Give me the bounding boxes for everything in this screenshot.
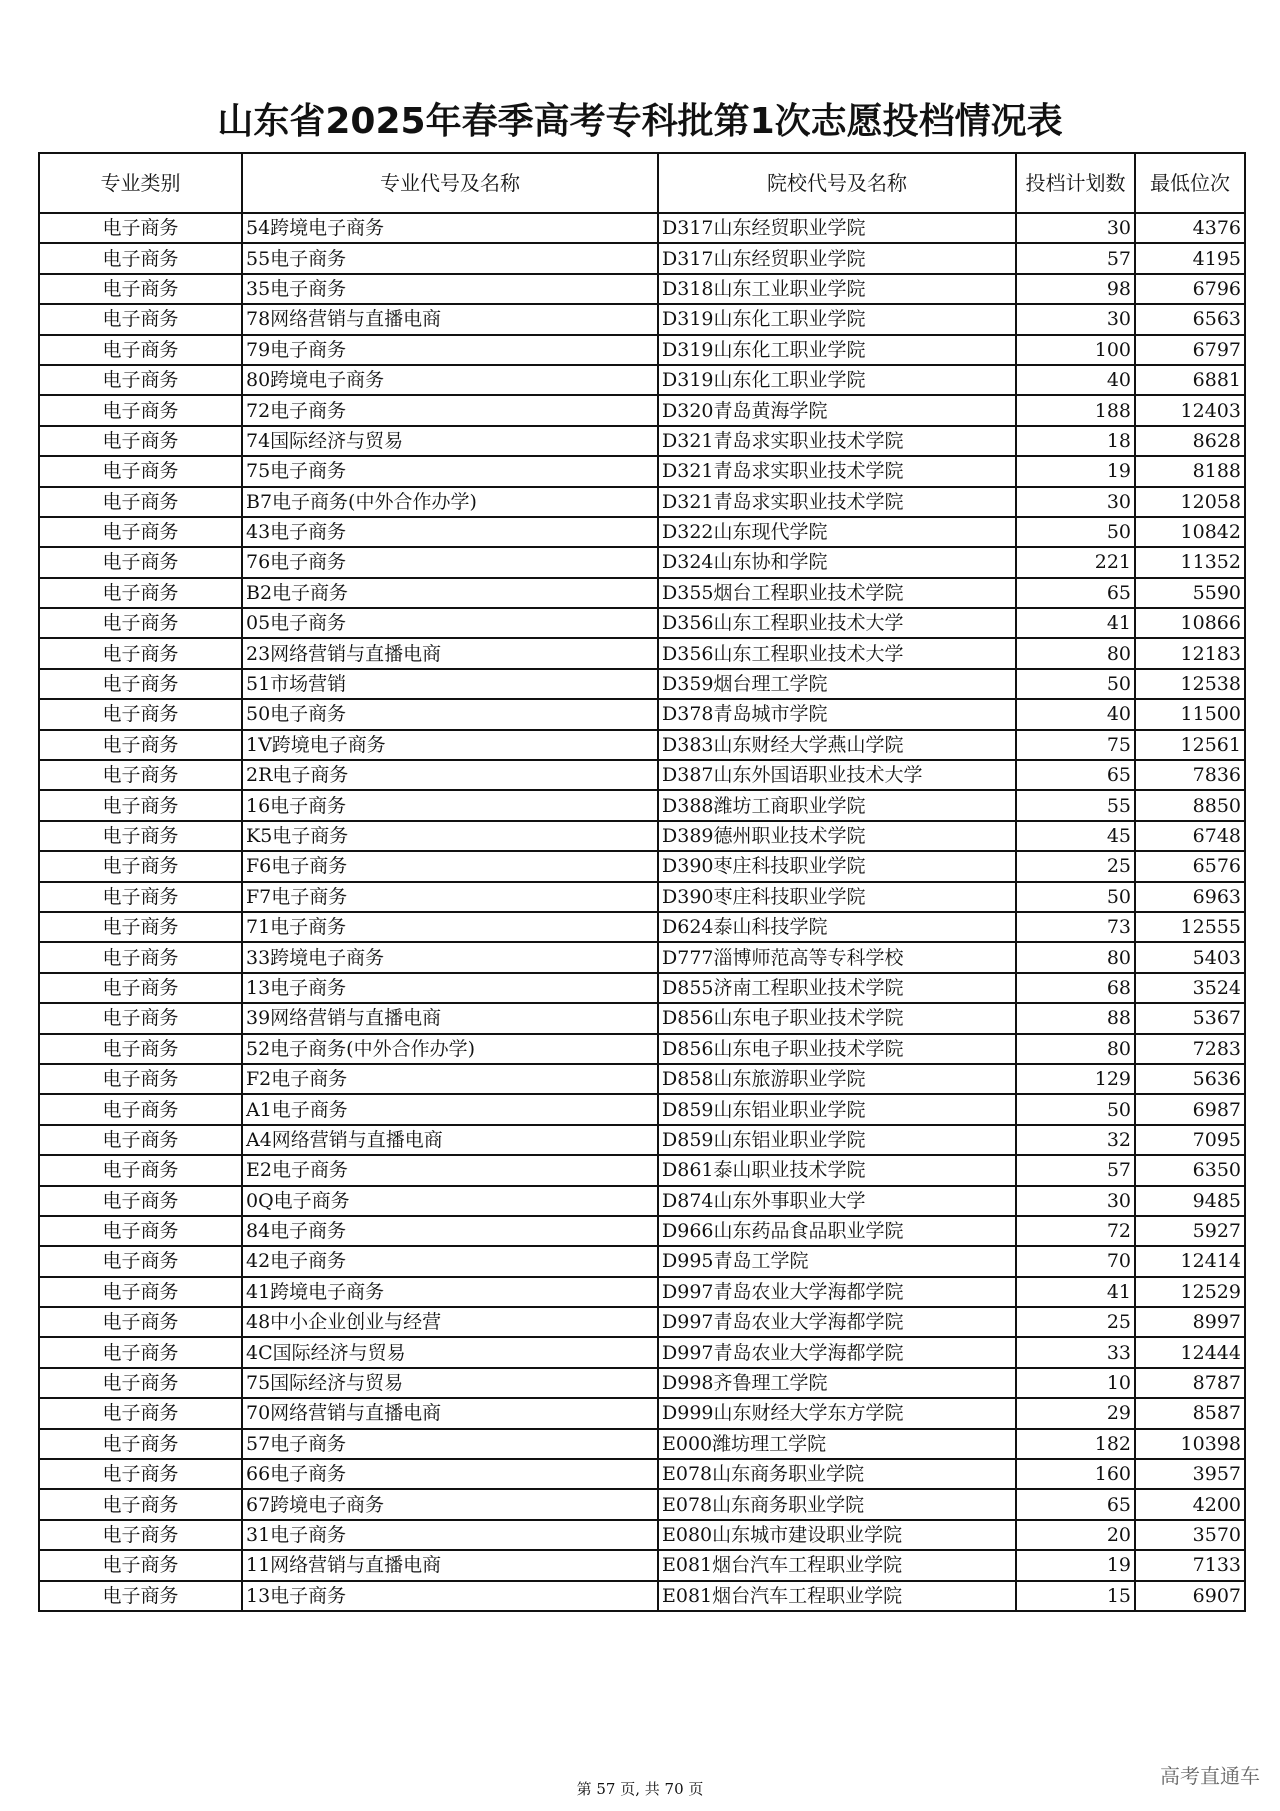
table-header-row [39,153,1245,213]
cell-school-code-name: E081烟台汽车工程职业学院 [658,1581,1016,1611]
cell-school-code-name: D855济南工程职业技术学院 [658,973,1016,1003]
table-row [39,638,1245,668]
cell-major-code-name: 66电子商务 [242,1459,658,1489]
cell-school-code-name: D322山东现代学院 [658,517,1016,547]
cell-major-code-name: 51市场营销 [242,669,658,699]
table-row [39,699,1245,729]
cell-school-code-name: D998齐鲁理工学院 [658,1368,1016,1398]
cell-school-code-name: D390枣庄科技职业学院 [658,851,1016,881]
cell-school-code-name: D319山东化工职业学院 [658,335,1016,365]
table-row [39,973,1245,1003]
table-row [39,730,1245,760]
cell-plan-count: 10 [1016,1368,1135,1398]
table-row [39,669,1245,699]
cell-plan-count: 80 [1016,1034,1135,1064]
cell-min-rank: 6963 [1135,882,1245,912]
cell-plan-count: 182 [1016,1429,1135,1459]
cell-plan-count: 18 [1016,426,1135,456]
table-row [39,1307,1245,1337]
cell-major-category: 电子商务 [39,365,242,395]
cell-major-code-name: 50电子商务 [242,699,658,729]
cell-major-code-name: F2电子商务 [242,1064,658,1094]
cell-school-code-name: D390枣庄科技职业学院 [658,882,1016,912]
table-row [39,1003,1245,1033]
cell-school-code-name: D321青岛求实职业技术学院 [658,456,1016,486]
cell-school-code-name: D861泰山职业技术学院 [658,1155,1016,1185]
cell-school-code-name: D319山东化工职业学院 [658,365,1016,395]
cell-school-code-name: D966山东药品食品职业学院 [658,1216,1016,1246]
cell-major-code-name: 71电子商务 [242,912,658,942]
admission-table [38,152,1246,1612]
cell-min-rank: 10842 [1135,517,1245,547]
cell-major-category: 电子商务 [39,760,242,790]
cell-school-code-name: D318山东工业职业学院 [658,274,1016,304]
table-row [39,335,1245,365]
cell-major-code-name: A1电子商务 [242,1094,658,1124]
cell-school-code-name: D997青岛农业大学海都学院 [658,1277,1016,1307]
header-school-code-name: 院校代号及名称 [658,153,1016,213]
cell-major-code-name: F7电子商务 [242,882,658,912]
cell-plan-count: 32 [1016,1125,1135,1155]
table-row [39,274,1245,304]
cell-plan-count: 50 [1016,1094,1135,1124]
table-row [39,365,1245,395]
cell-school-code-name: D859山东铝业职业学院 [658,1094,1016,1124]
cell-school-code-name: D856山东电子职业技术学院 [658,1034,1016,1064]
cell-min-rank: 6576 [1135,851,1245,881]
cell-major-category: 电子商务 [39,1155,242,1185]
cell-min-rank: 12538 [1135,669,1245,699]
header-major-code-name: 专业代号及名称 [242,153,658,213]
cell-major-code-name: 43电子商务 [242,517,658,547]
cell-major-category: 电子商务 [39,1094,242,1124]
table-row [39,1337,1245,1367]
cell-plan-count: 41 [1016,608,1135,638]
cell-major-category: 电子商务 [39,730,242,760]
cell-school-code-name: D856山东电子职业技术学院 [658,1003,1016,1033]
cell-major-code-name: B2电子商务 [242,578,658,608]
cell-major-category: 电子商务 [39,608,242,638]
table-row [39,426,1245,456]
cell-major-category: 电子商务 [39,912,242,942]
cell-min-rank: 12529 [1135,1277,1245,1307]
cell-plan-count: 41 [1016,1277,1135,1307]
table-row [39,1489,1245,1519]
table-row [39,608,1245,638]
cell-min-rank: 6987 [1135,1094,1245,1124]
cell-school-code-name: D359烟台理工学院 [658,669,1016,699]
cell-major-code-name: 75电子商务 [242,456,658,486]
cell-plan-count: 57 [1016,243,1135,273]
cell-min-rank: 12414 [1135,1246,1245,1276]
cell-min-rank: 6907 [1135,1581,1245,1611]
cell-major-code-name: K5电子商务 [242,821,658,851]
cell-plan-count: 50 [1016,517,1135,547]
cell-min-rank: 8628 [1135,426,1245,456]
table-row [39,1429,1245,1459]
cell-plan-count: 57 [1016,1155,1135,1185]
cell-major-category: 电子商务 [39,1337,242,1367]
table-row [39,790,1245,820]
cell-major-category: 电子商务 [39,487,242,517]
cell-major-category: 电子商务 [39,1307,242,1337]
cell-major-category: 电子商务 [39,578,242,608]
table-row [39,1581,1245,1611]
cell-min-rank: 6350 [1135,1155,1245,1185]
table-row [39,456,1245,486]
cell-major-code-name: 80跨境电子商务 [242,365,658,395]
cell-min-rank: 7133 [1135,1550,1245,1580]
cell-min-rank: 12183 [1135,638,1245,668]
cell-plan-count: 160 [1016,1459,1135,1489]
table-row [39,821,1245,851]
cell-major-code-name: 70网络营销与直播电商 [242,1398,658,1428]
cell-major-category: 电子商务 [39,517,242,547]
table-row [39,1064,1245,1094]
cell-major-category: 电子商务 [39,1550,242,1580]
table-row [39,1186,1245,1216]
cell-school-code-name: D859山东铝业职业学院 [658,1125,1016,1155]
cell-min-rank: 6748 [1135,821,1245,851]
cell-major-code-name: B7电子商务(中外合作办学) [242,487,658,517]
cell-major-category: 电子商务 [39,1064,242,1094]
cell-min-rank: 8587 [1135,1398,1245,1428]
cell-major-code-name: 54跨境电子商务 [242,213,658,243]
cell-school-code-name: D319山东化工职业学院 [658,304,1016,334]
cell-min-rank: 7836 [1135,760,1245,790]
table-row [39,851,1245,881]
cell-plan-count: 30 [1016,213,1135,243]
cell-school-code-name: E081烟台汽车工程职业学院 [658,1550,1016,1580]
cell-major-code-name: 11网络营销与直播电商 [242,1550,658,1580]
cell-school-code-name: D356山东工程职业技术大学 [658,638,1016,668]
cell-school-code-name: D317山东经贸职业学院 [658,213,1016,243]
cell-school-code-name: D321青岛求实职业技术学院 [658,487,1016,517]
cell-plan-count: 33 [1016,1337,1135,1367]
cell-major-code-name: 16电子商务 [242,790,658,820]
cell-major-category: 电子商务 [39,942,242,972]
cell-plan-count: 100 [1016,335,1135,365]
cell-min-rank: 5927 [1135,1216,1245,1246]
cell-major-code-name: 1V跨境电子商务 [242,730,658,760]
cell-school-code-name: D389德州职业技术学院 [658,821,1016,851]
cell-major-code-name: 76电子商务 [242,547,658,577]
cell-major-code-name: A4网络营销与直播电商 [242,1125,658,1155]
cell-plan-count: 65 [1016,578,1135,608]
table-row [39,1216,1245,1246]
cell-min-rank: 4195 [1135,243,1245,273]
cell-plan-count: 80 [1016,942,1135,972]
cell-major-category: 电子商务 [39,669,242,699]
cell-major-code-name: 78网络营销与直播电商 [242,304,658,334]
cell-major-category: 电子商务 [39,304,242,334]
cell-school-code-name: D317山东经贸职业学院 [658,243,1016,273]
cell-major-category: 电子商务 [39,1398,242,1428]
cell-major-category: 电子商务 [39,851,242,881]
cell-school-code-name: D874山东外事职业大学 [658,1186,1016,1216]
cell-min-rank: 5590 [1135,578,1245,608]
cell-major-category: 电子商务 [39,1520,242,1550]
cell-major-category: 电子商务 [39,1186,242,1216]
table-row [39,1459,1245,1489]
cell-major-code-name: 55电子商务 [242,243,658,273]
cell-school-code-name: D999山东财经大学东方学院 [658,1398,1016,1428]
cell-min-rank: 9485 [1135,1186,1245,1216]
cell-plan-count: 40 [1016,365,1135,395]
cell-plan-count: 98 [1016,274,1135,304]
cell-plan-count: 68 [1016,973,1135,1003]
cell-school-code-name: D383山东财经大学燕山学院 [658,730,1016,760]
table-row [39,395,1245,425]
cell-major-category: 电子商务 [39,243,242,273]
cell-plan-count: 25 [1016,851,1135,881]
page-number: 第 57 页, 共 70 页 [576,1780,704,1798]
cell-plan-count: 88 [1016,1003,1135,1033]
cell-plan-count: 30 [1016,1186,1135,1216]
cell-plan-count: 19 [1016,1550,1135,1580]
cell-plan-count: 80 [1016,638,1135,668]
cell-school-code-name: E080山东城市建设职业学院 [658,1520,1016,1550]
cell-major-category: 电子商务 [39,1003,242,1033]
cell-major-code-name: 52电子商务(中外合作办学) [242,1034,658,1064]
cell-major-category: 电子商务 [39,790,242,820]
cell-major-category: 电子商务 [39,1459,242,1489]
cell-major-code-name: 57电子商务 [242,1429,658,1459]
table-row [39,1034,1245,1064]
cell-major-category: 电子商务 [39,547,242,577]
table-row [39,547,1245,577]
table-row [39,517,1245,547]
cell-plan-count: 73 [1016,912,1135,942]
cell-min-rank: 3524 [1135,973,1245,1003]
cell-plan-count: 129 [1016,1064,1135,1094]
cell-plan-count: 50 [1016,669,1135,699]
table-row [39,213,1245,243]
cell-min-rank: 3957 [1135,1459,1245,1489]
cell-major-category: 电子商务 [39,1581,242,1611]
cell-plan-count: 188 [1016,395,1135,425]
cell-major-category: 电子商务 [39,1246,242,1276]
cell-major-code-name: 31电子商务 [242,1520,658,1550]
cell-school-code-name: D356山东工程职业技术大学 [658,608,1016,638]
cell-min-rank: 6881 [1135,365,1245,395]
cell-major-category: 电子商务 [39,699,242,729]
table-row [39,243,1245,273]
cell-min-rank: 3570 [1135,1520,1245,1550]
cell-plan-count: 30 [1016,304,1135,334]
cell-school-code-name: E000潍坊理工学院 [658,1429,1016,1459]
cell-plan-count: 55 [1016,790,1135,820]
table-row [39,1246,1245,1276]
cell-min-rank: 10398 [1135,1429,1245,1459]
table-row [39,1520,1245,1550]
cell-min-rank: 12058 [1135,487,1245,517]
cell-school-code-name: D320青岛黄海学院 [658,395,1016,425]
table-row [39,487,1245,517]
cell-major-category: 电子商务 [39,426,242,456]
cell-min-rank: 12403 [1135,395,1245,425]
table-row [39,578,1245,608]
cell-plan-count: 29 [1016,1398,1135,1428]
cell-min-rank: 7095 [1135,1125,1245,1155]
cell-major-category: 电子商务 [39,638,242,668]
document-title: 山东省2025年春季高考专科批第1次志愿投档情况表 [217,101,1063,142]
cell-school-code-name: E078山东商务职业学院 [658,1459,1016,1489]
cell-major-code-name: 72电子商务 [242,395,658,425]
cell-plan-count: 221 [1016,547,1135,577]
cell-plan-count: 65 [1016,760,1135,790]
table-row [39,912,1245,942]
cell-min-rank: 8188 [1135,456,1245,486]
table-row [39,1368,1245,1398]
cell-school-code-name: D388潍坊工商职业学院 [658,790,1016,820]
cell-major-category: 电子商务 [39,882,242,912]
header-min-rank: 最低位次 [1135,153,1245,213]
cell-major-category: 电子商务 [39,1489,242,1519]
cell-min-rank: 7283 [1135,1034,1245,1064]
table-row [39,882,1245,912]
cell-min-rank: 12561 [1135,730,1245,760]
cell-min-rank: 4200 [1135,1489,1245,1519]
cell-major-category: 电子商务 [39,1216,242,1246]
cell-major-category: 电子商务 [39,973,242,1003]
cell-min-rank: 11352 [1135,547,1245,577]
cell-major-code-name: 39网络营销与直播电商 [242,1003,658,1033]
cell-plan-count: 70 [1016,1246,1135,1276]
table-row [39,1155,1245,1185]
cell-min-rank: 12555 [1135,912,1245,942]
cell-major-code-name: 67跨境电子商务 [242,1489,658,1519]
cell-major-category: 电子商务 [39,456,242,486]
cell-min-rank: 4376 [1135,213,1245,243]
cell-major-category: 电子商务 [39,1125,242,1155]
cell-major-code-name: 23网络营销与直播电商 [242,638,658,668]
cell-min-rank: 11500 [1135,699,1245,729]
cell-school-code-name: D858山东旅游职业学院 [658,1064,1016,1094]
cell-major-category: 电子商务 [39,1368,242,1398]
cell-major-category: 电子商务 [39,395,242,425]
cell-major-code-name: 41跨境电子商务 [242,1277,658,1307]
cell-major-code-name: 42电子商务 [242,1246,658,1276]
cell-min-rank: 5403 [1135,942,1245,972]
cell-plan-count: 50 [1016,882,1135,912]
cell-major-code-name: 84电子商务 [242,1216,658,1246]
cell-min-rank: 8850 [1135,790,1245,820]
table-row [39,1398,1245,1428]
cell-major-code-name: E2电子商务 [242,1155,658,1185]
cell-major-code-name: 75国际经济与贸易 [242,1368,658,1398]
cell-min-rank: 10866 [1135,608,1245,638]
table-row [39,942,1245,972]
cell-plan-count: 65 [1016,1489,1135,1519]
cell-min-rank: 8997 [1135,1307,1245,1337]
cell-major-code-name: 13电子商务 [242,1581,658,1611]
cell-school-code-name: D997青岛农业大学海都学院 [658,1337,1016,1367]
cell-major-category: 电子商务 [39,213,242,243]
cell-plan-count: 20 [1016,1520,1135,1550]
cell-plan-count: 25 [1016,1307,1135,1337]
cell-school-code-name: D995青岛工学院 [658,1246,1016,1276]
cell-school-code-name: D997青岛农业大学海都学院 [658,1307,1016,1337]
cell-school-code-name: D378青岛城市学院 [658,699,1016,729]
cell-major-code-name: 74国际经济与贸易 [242,426,658,456]
cell-school-code-name: D777淄博师范高等专科学校 [658,942,1016,972]
cell-major-code-name: 13电子商务 [242,973,658,1003]
cell-major-code-name: 2R电子商务 [242,760,658,790]
table-row [39,1094,1245,1124]
cell-major-category: 电子商务 [39,1429,242,1459]
cell-major-category: 电子商务 [39,1277,242,1307]
cell-plan-count: 75 [1016,730,1135,760]
cell-major-code-name: 48中小企业创业与经营 [242,1307,658,1337]
cell-min-rank: 8787 [1135,1368,1245,1398]
cell-major-code-name: 35电子商务 [242,274,658,304]
cell-school-code-name: D355烟台工程职业技术学院 [658,578,1016,608]
cell-plan-count: 40 [1016,699,1135,729]
cell-major-code-name: 79电子商务 [242,335,658,365]
cell-plan-count: 15 [1016,1581,1135,1611]
cell-major-category: 电子商务 [39,1034,242,1064]
cell-plan-count: 19 [1016,456,1135,486]
cell-plan-count: 45 [1016,821,1135,851]
cell-min-rank: 6563 [1135,304,1245,334]
cell-min-rank: 5636 [1135,1064,1245,1094]
cell-major-code-name: 05电子商务 [242,608,658,638]
cell-min-rank: 6797 [1135,335,1245,365]
table-row [39,1125,1245,1155]
cell-min-rank: 6796 [1135,274,1245,304]
cell-major-category: 电子商务 [39,274,242,304]
cell-major-category: 电子商务 [39,821,242,851]
cell-plan-count: 72 [1016,1216,1135,1246]
cell-school-code-name: E078山东商务职业学院 [658,1489,1016,1519]
cell-major-code-name: 0Q电子商务 [242,1186,658,1216]
table-row [39,760,1245,790]
cell-plan-count: 30 [1016,487,1135,517]
table-row [39,304,1245,334]
table-row [39,1277,1245,1307]
table-row [39,1550,1245,1580]
header-major-category: 专业类别 [39,153,242,213]
cell-major-code-name: 4C国际经济与贸易 [242,1337,658,1367]
cell-school-code-name: D624泰山科技学院 [658,912,1016,942]
cell-school-code-name: D321青岛求实职业技术学院 [658,426,1016,456]
cell-min-rank: 5367 [1135,1003,1245,1033]
watermark: 高考直通车 [1160,1764,1260,1788]
cell-school-code-name: D387山东外国语职业技术大学 [658,760,1016,790]
cell-major-code-name: F6电子商务 [242,851,658,881]
cell-major-category: 电子商务 [39,335,242,365]
cell-school-code-name: D324山东协和学院 [658,547,1016,577]
header-plan-count: 投档计划数 [1016,153,1135,213]
cell-major-code-name: 33跨境电子商务 [242,942,658,972]
cell-min-rank: 12444 [1135,1337,1245,1367]
